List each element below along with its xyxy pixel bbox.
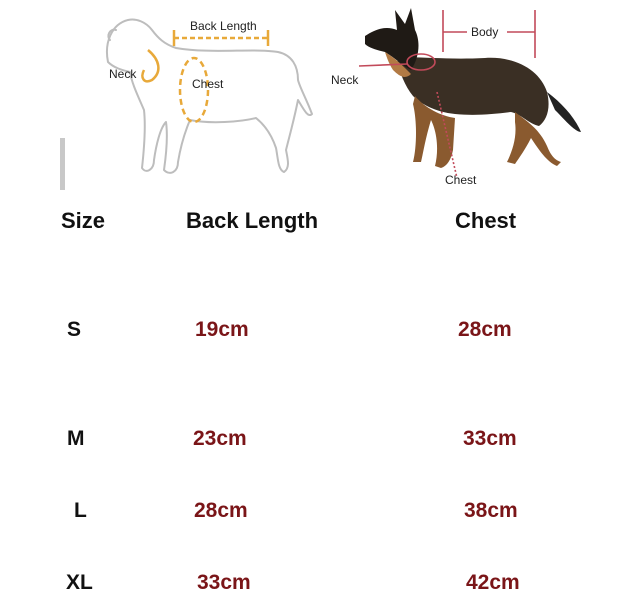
back-length-value: 33cm [197,571,251,594]
back-length-value: 28cm [194,499,248,522]
chest-value: 33cm [463,427,517,450]
header-back-length: Back Length [186,208,319,233]
size-label: L [74,499,87,522]
back-length-value: 19cm [195,318,249,341]
scan-edge [60,138,65,190]
outline-dog-diagram [60,10,330,195]
header-chest: Chest [455,208,517,233]
outline-dog-icon [107,19,312,172]
header-size: Size [61,208,106,233]
outline-neck-label: Neck [109,67,137,81]
size-label: S [67,318,82,341]
chest-value: 28cm [458,318,512,341]
size-label: M [67,427,85,450]
chest-value: 42cm [466,571,520,594]
outline-measure-lines [142,30,268,122]
chest-value: 38cm [464,499,518,522]
photo-body-label: Body [471,25,499,39]
back-length-value: 23cm [193,427,247,450]
outline-back-length-label: Back Length [190,19,257,33]
size-label: XL [66,571,93,594]
photo-neck-label: Neck [331,73,359,87]
outline-chest-label: Chest [192,77,224,91]
photo-chest-label: Chest [445,173,477,187]
shepherd-photo-diagram [325,0,615,195]
